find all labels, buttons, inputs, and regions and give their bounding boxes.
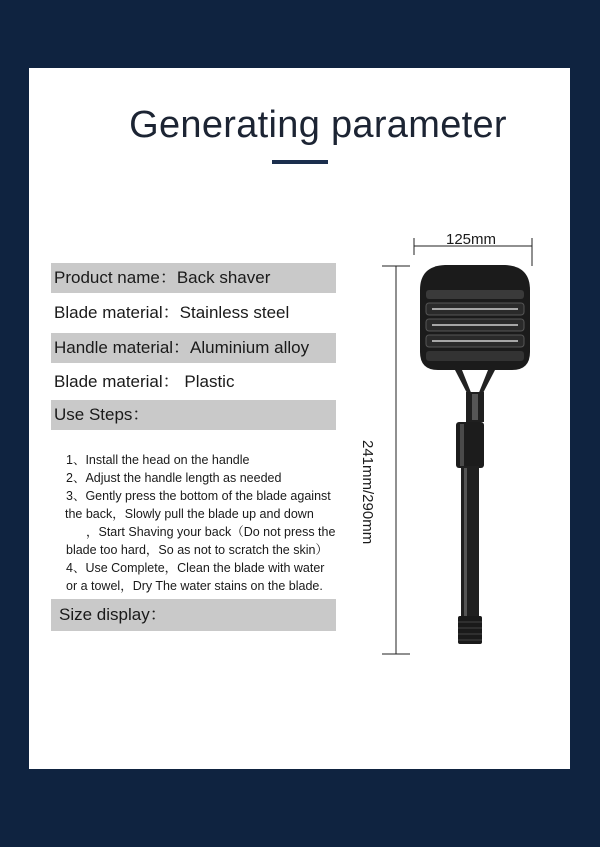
spec-blade-material: Blade material：Stainless steel (54, 303, 290, 322)
length-dimension-label: 241mm/290mm (359, 440, 376, 545)
size-display-heading: Size display： (51, 599, 336, 631)
step-line: the back，Slowly pull the blade up and down (65, 507, 314, 521)
spec-handle-material: Handle material：Aluminium alloy (51, 333, 336, 363)
step-line: 1、Install the head on the handle (66, 453, 250, 467)
step-line: ，Start Shaving your back（Do not press the (86, 525, 336, 539)
shaver-connector (455, 370, 495, 422)
shaver-head (420, 265, 530, 370)
step-line: or a towel，Dry The water stains on the blade. (66, 579, 323, 593)
step-line: blade too hard，So as not to scratch the skin） (66, 543, 328, 557)
step-line: 2、Adjust the handle length as needed (66, 471, 282, 485)
spec-use-steps-heading: Use Steps： (51, 400, 336, 430)
spec-product-name: Product name：Back shaver (51, 263, 336, 293)
page-title: Generating parameter (129, 104, 507, 146)
spec-blade-material-plastic: Blade material： Plastic (54, 372, 235, 391)
width-dimension-label: 125mm (446, 231, 497, 248)
step-line: 3、Gently press the bottom of the blade against (66, 489, 331, 503)
step-line: 4、Use Complete，Clean the blade with water (66, 561, 325, 575)
shaver-handle (456, 422, 484, 644)
